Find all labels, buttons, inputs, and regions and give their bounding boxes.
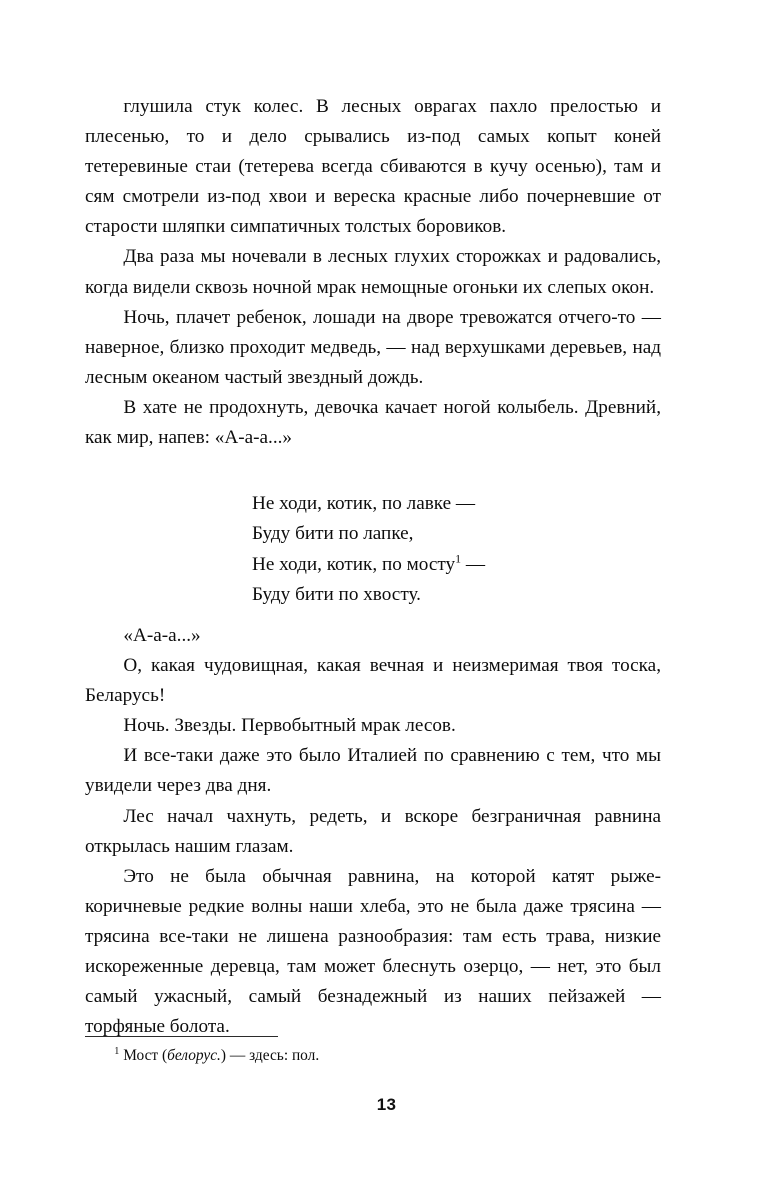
verse-line xyxy=(252,519,592,549)
paragraph: Два раза мы ночевали в лесных глухих сторожках и радовались, когда видели сквозь ночной мрак немощные огоньки их слепых окон. xyxy=(85,246,661,298)
footnote-italic-term: белорус. xyxy=(167,1047,221,1064)
body-text-lower xyxy=(85,621,661,1042)
footnote-text-after: ) — здесь: пол. xyxy=(220,1047,320,1064)
page-number: 13 xyxy=(376,1095,397,1114)
footnote-number: 1 xyxy=(114,1045,120,1057)
verse-line-text: Буду бити по хвосту. xyxy=(252,584,421,606)
verse-block xyxy=(252,489,592,611)
verse-line-text: Не ходи, котик, по лавке — xyxy=(252,493,476,514)
verse-line-text: Не ходи, котик, по мосту xyxy=(252,553,456,575)
paragraph: Ночь, плачет ребенок, лошади на дворе тревожатся отчего-то — наверное, близко проходит медведь, — над верхушками деревьев, над лесным океаном частый звездный дождь. xyxy=(85,306,661,388)
footnote-text-before: Мост ( xyxy=(123,1047,168,1064)
verse-line-text: Буду бити по лапке, xyxy=(252,523,414,545)
body-text-upper xyxy=(85,92,661,453)
verse-line xyxy=(252,489,592,519)
footnote-reference-marker[interactable]: 1 xyxy=(455,551,462,566)
paragraph: Лес начал чахнуть, редеть, и вскоре безграничная равнина открылась нашим глазам. xyxy=(85,805,661,857)
verse-line-suffix: — xyxy=(461,553,486,575)
paragraph: глушила стук колес. В лесных оврагах пахло прелостью и плесенью, то и дело срывались из-под самых копыт коней тетеревиные стаи (тетерева всегда сбиваются в кучу осенью), там и сям смотрели из-под хвои и вереска красные либо почерневшие от старости шляпки симпатичных толстых боровиков. xyxy=(85,96,661,238)
paragraph: Это не была обычная равнина, на которой катят рыже-коричневые редкие волны наши хлеба, это не была даже трясина — трясина все-таки не лишена разнообразия: там есть трава, низкие искореженные деревца, там может блеснуть озерцо, — нет, это был самый ужасный, самый безнадежный из наших пейзажей — торфяные болота. xyxy=(85,865,661,1038)
footnote-entry xyxy=(85,1046,661,1066)
footnote-separator-rule xyxy=(85,1036,278,1037)
footnote-section xyxy=(85,1036,661,1066)
paragraph: В хате не продохнуть, девочка качает ногой колыбель. Древний, как мир, напев: «А-а-а...» xyxy=(85,396,661,449)
verse-line xyxy=(252,580,592,610)
paragraph: Ночь. Звезды. Первобытный мрак лесов. xyxy=(123,715,456,737)
paragraph: О, какая чудовищная, какая вечная и неизмеримая твоя тоска, Беларусь! xyxy=(85,655,661,707)
paragraph: И все-таки даже это было Италией по сравнению с тем, что мы увидели через два дня. xyxy=(85,745,661,797)
verse-line xyxy=(252,550,592,580)
paragraph: «А-а-а...» xyxy=(123,625,201,646)
